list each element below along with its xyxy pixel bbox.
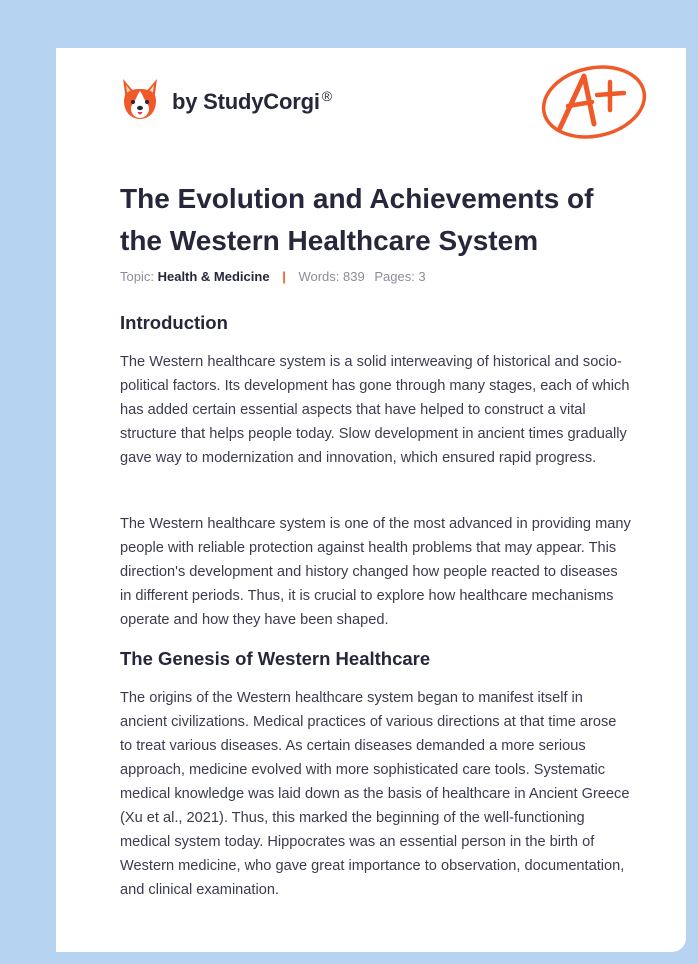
section-heading-genesis: The Genesis of Western Healthcare	[120, 648, 431, 669]
topic-link[interactable]: Health & Medicine	[157, 269, 270, 284]
page-count: Pages: 3	[374, 269, 426, 284]
grade-badge	[538, 60, 650, 147]
topic-label: Topic:	[120, 269, 154, 284]
brand-logo[interactable]	[120, 76, 332, 124]
document-meta	[120, 269, 426, 284]
meta-separator: |	[282, 269, 286, 284]
a-plus-grade-icon	[538, 60, 650, 142]
document-page	[56, 48, 686, 952]
brand-name: by StudyCorgi ®	[172, 88, 332, 114]
corgi-icon	[120, 77, 160, 123]
word-count: Words: 839	[298, 269, 365, 284]
paragraph: The Western healthcare system is one of the most advanced in providing many people with reliable protection against health problems that may appear. This direction's development and history changed how people reacted to diseases in different periods. Thus, it is crucial to explore how healthcare mechanisms operate and how they have been shaped.	[120, 516, 631, 628]
paragraph: The origins of the Western healthcare system began to manifest itself in ancient civilizations. Medical practices of various directions at that time arose to treat various diseases. As certain diseases demanded a more serious approach, medicine evolved with more sophisticated care tools. Systematic medical knowledge was laid down as the basis of healthcare in Ancient Greece (Xu et al., 2021). Thus, this marked the beginning of the well-functioning medical system today. Hippocrates was an essential person in the birth of Western medicine, who gave great importance to observation, documentation, and clinical examination.	[120, 690, 630, 898]
section-heading-introduction: Introduction	[120, 312, 228, 333]
document-title: The Evolution and Achievements of the Western Healthcare System	[120, 183, 594, 256]
paragraph: The Western healthcare system is a solid interweaving of historical and socio-political factors. Its development has gone through many stages, each of which has added certain essential aspects that have helped to construct a vital structure that helps people today. Slow development in ancient times gradually gave way to modernization and innovation, which ensured rapid progress.	[120, 354, 630, 466]
